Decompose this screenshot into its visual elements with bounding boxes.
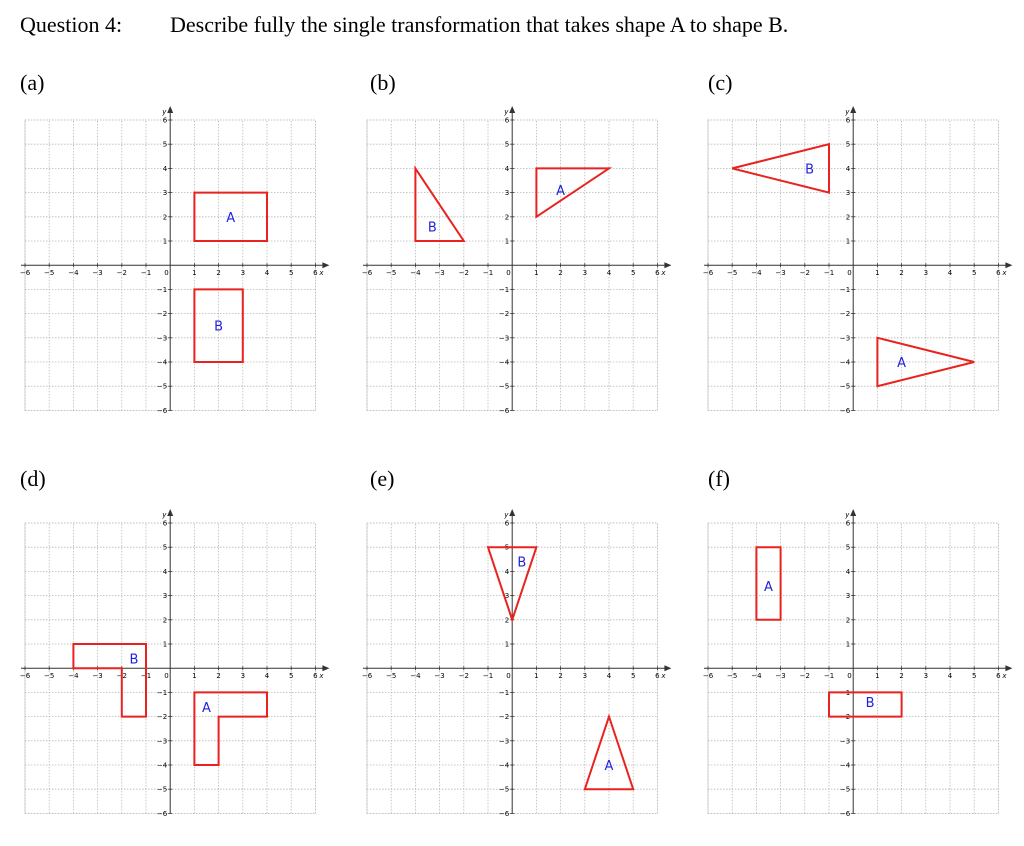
x-tick-label: 1: [874, 671, 880, 680]
x-tick-label: −2: [116, 268, 127, 277]
panel-label: (a): [20, 70, 45, 95]
shape-b-label: B: [129, 652, 139, 668]
x-tick-label: −2: [799, 268, 810, 277]
axes: [703, 106, 1013, 415]
x-tick-label: 3: [923, 671, 928, 680]
x-tick-label: 4: [606, 671, 612, 680]
tick-label-origin: 0: [846, 268, 852, 277]
coordinate-grid: [3, 501, 337, 835]
y-tick-label: −6: [156, 406, 167, 415]
x-tick-label: 1: [533, 671, 539, 680]
x-tick-label: 3: [240, 671, 245, 680]
x-tick-label: −3: [434, 671, 445, 680]
x-tick-label: −5: [385, 671, 397, 680]
y-tick-label: 3: [162, 188, 167, 197]
y-axis-label: y: [503, 107, 509, 116]
y-tick-label: 5: [504, 543, 509, 552]
x-tick-label: 6: [312, 268, 318, 277]
y-arrow-icon: [850, 509, 856, 516]
x-tick-label: −3: [434, 268, 445, 277]
x-tick-label: −5: [726, 268, 738, 277]
coordinate-grid: [686, 98, 1020, 432]
x-tick-label: 4: [606, 268, 612, 277]
x-arrow-icon: [1005, 665, 1012, 671]
panel-label: (f): [708, 466, 730, 491]
x-tick-label: 5: [288, 671, 294, 680]
x-tick-label: 1: [191, 671, 197, 680]
y-tick-label: −2: [839, 309, 850, 318]
y-tick-label: 1: [845, 237, 850, 246]
y-tick-label: 3: [162, 591, 167, 600]
x-tick-label: −4: [68, 268, 79, 277]
x-tick-label: −5: [43, 671, 55, 680]
coordinate-grid: [345, 501, 679, 835]
y-tick-label: −2: [156, 712, 167, 721]
y-tick-label: 6: [845, 116, 850, 125]
y-tick-label: −4: [839, 358, 850, 367]
y-tick-label: 6: [504, 116, 509, 125]
question-heading: [20, 12, 788, 38]
y-arrow-icon: [509, 509, 515, 516]
x-tick-label: −5: [43, 268, 55, 277]
x-axis-label: x: [319, 268, 324, 277]
x-axis-label: x: [1002, 671, 1007, 680]
y-tick-label: 3: [845, 591, 850, 600]
y-tick-label: 6: [162, 519, 167, 528]
y-tick-label: 5: [162, 543, 167, 552]
x-tick-label: 4: [947, 268, 953, 277]
shape-b-label: B: [517, 555, 527, 571]
y-arrow-icon: [850, 106, 856, 113]
y-tick-label: 3: [504, 591, 509, 600]
y-axis-label: y: [844, 107, 850, 116]
x-arrow-icon: [1005, 262, 1012, 268]
y-tick-label: 1: [162, 640, 167, 649]
x-tick-label: −2: [116, 671, 127, 680]
question-number: Question 4:: [20, 12, 123, 37]
y-tick-label: 4: [845, 164, 850, 173]
panel-label: (d): [20, 466, 46, 491]
y-tick-label: −2: [156, 309, 167, 318]
x-tick-label: 5: [288, 268, 294, 277]
y-tick-label: 4: [504, 567, 509, 576]
y-tick-label: −2: [498, 712, 509, 721]
x-tick-label: −4: [410, 671, 421, 680]
coordinate-grid: [3, 98, 337, 432]
coordinate-grid: [345, 98, 679, 432]
y-tick-label: 5: [845, 543, 850, 552]
x-tick-label: 6: [312, 671, 318, 680]
x-tick-label: 2: [558, 671, 563, 680]
x-tick-label: −2: [458, 671, 469, 680]
x-tick-label: 1: [533, 268, 539, 277]
x-axis-label: x: [1002, 268, 1007, 277]
y-axis-label: y: [161, 510, 167, 519]
y-tick-label: −6: [839, 809, 850, 818]
y-tick-label: −6: [156, 809, 167, 818]
y-tick-label: −1: [156, 688, 167, 697]
x-tick-label: 3: [240, 268, 245, 277]
x-tick-label: −3: [775, 671, 786, 680]
x-tick-label: 2: [558, 268, 563, 277]
x-tick-label: −6: [361, 268, 372, 277]
x-arrow-icon: [664, 262, 671, 268]
y-tick-label: 1: [504, 640, 509, 649]
y-tick-label: 6: [504, 519, 509, 528]
x-tick-label: −1: [140, 268, 151, 277]
y-tick-label: 2: [162, 616, 167, 625]
y-tick-label: 2: [162, 213, 167, 222]
y-tick-label: 6: [845, 519, 850, 528]
x-tick-label: −1: [823, 671, 834, 680]
y-tick-label: 2: [504, 213, 509, 222]
x-tick-label: 2: [899, 671, 904, 680]
x-axis-label: x: [661, 268, 666, 277]
x-tick-label: −4: [68, 671, 79, 680]
y-tick-label: −1: [156, 285, 167, 294]
x-tick-label: −6: [361, 671, 372, 680]
shape-b-label: B: [427, 220, 437, 236]
y-tick-label: −1: [839, 688, 850, 697]
shape-b-label: B: [804, 162, 814, 178]
shape-a-label: A: [604, 758, 614, 774]
x-tick-label: 5: [630, 671, 636, 680]
y-tick-label: 4: [845, 567, 850, 576]
x-tick-label: 2: [216, 268, 221, 277]
x-tick-label: 5: [971, 268, 977, 277]
y-arrow-icon: [167, 509, 173, 516]
y-tick-label: 5: [162, 140, 167, 149]
x-tick-label: −4: [410, 268, 421, 277]
x-tick-label: 1: [874, 268, 880, 277]
y-tick-label: −5: [498, 785, 509, 794]
y-tick-label: −1: [498, 688, 509, 697]
x-tick-label: −6: [702, 671, 713, 680]
x-tick-label: −6: [702, 268, 713, 277]
x-tick-label: 6: [995, 671, 1001, 680]
y-tick-label: −4: [156, 358, 167, 367]
x-tick-label: −2: [799, 671, 810, 680]
x-tick-label: 3: [582, 671, 587, 680]
x-tick-label: −4: [751, 268, 762, 277]
y-tick-label: 4: [162, 164, 167, 173]
axes: [703, 509, 1013, 818]
x-tick-label: 6: [654, 268, 660, 277]
tick-label-origin: 0: [163, 268, 169, 277]
shape-a-label: A: [763, 579, 773, 595]
x-tick-label: −1: [482, 268, 493, 277]
x-tick-label: 4: [947, 671, 953, 680]
y-tick-label: 6: [162, 116, 167, 125]
x-tick-label: 5: [971, 671, 977, 680]
coordinate-grid: [686, 501, 1020, 835]
y-tick-label: −6: [839, 406, 850, 415]
x-tick-label: −1: [140, 671, 151, 680]
y-tick-label: −5: [839, 785, 850, 794]
x-tick-label: −6: [19, 671, 30, 680]
x-tick-label: 1: [191, 268, 197, 277]
y-tick-label: 1: [504, 237, 509, 246]
y-tick-label: −5: [156, 785, 167, 794]
x-tick-label: −6: [19, 268, 30, 277]
y-tick-label: −5: [839, 382, 850, 391]
y-tick-label: 3: [504, 188, 509, 197]
x-tick-label: 3: [582, 268, 587, 277]
shape-a-label: A: [226, 210, 235, 226]
axes: [362, 106, 672, 415]
shape-b-label: B: [213, 319, 223, 335]
y-tick-label: 2: [504, 616, 509, 625]
tick-label-origin: 0: [163, 671, 169, 680]
question-text: Describe fully the single transformation that takes shape A to shape B.: [170, 12, 789, 37]
x-axis-label: x: [661, 671, 666, 680]
y-tick-label: 3: [845, 188, 850, 197]
x-tick-label: 2: [899, 268, 904, 277]
y-tick-label: 2: [845, 213, 850, 222]
x-tick-label: −1: [482, 671, 493, 680]
y-tick-label: −1: [839, 285, 850, 294]
y-tick-label: −6: [498, 809, 509, 818]
y-tick-label: −6: [498, 406, 509, 415]
y-tick-label: −3: [839, 737, 850, 746]
y-tick-label: −2: [839, 712, 850, 721]
x-tick-label: −2: [458, 268, 469, 277]
x-tick-label: 4: [264, 671, 270, 680]
y-tick-label: −4: [498, 761, 509, 770]
y-tick-label: −5: [156, 382, 167, 391]
axes: [20, 106, 330, 415]
shape-a-label: A: [201, 700, 211, 716]
x-tick-label: 3: [923, 268, 928, 277]
y-tick-label: −3: [156, 737, 167, 746]
panel-label: (c): [708, 70, 733, 95]
tick-label-origin: 0: [505, 671, 511, 680]
shape-b-label: B: [865, 695, 875, 711]
y-arrow-icon: [167, 106, 173, 113]
y-tick-label: −4: [498, 358, 509, 367]
panel-label: (b): [370, 70, 396, 95]
x-tick-label: −3: [775, 268, 786, 277]
y-tick-label: 1: [845, 640, 850, 649]
y-tick-label: 4: [162, 567, 167, 576]
y-tick-label: −4: [156, 761, 167, 770]
y-arrow-icon: [509, 106, 515, 113]
y-axis-label: y: [844, 510, 850, 519]
tick-label-origin: 0: [505, 268, 511, 277]
y-tick-label: 4: [504, 164, 509, 173]
x-tick-label: 5: [630, 268, 636, 277]
shape-a-label: A: [555, 183, 565, 199]
x-tick-label: −5: [726, 671, 738, 680]
y-axis-label: y: [161, 107, 167, 116]
tick-label-origin: 0: [846, 671, 852, 680]
x-arrow-icon: [322, 262, 329, 268]
y-tick-label: −3: [498, 737, 509, 746]
panel-label: (e): [370, 466, 395, 491]
x-axis-label: x: [319, 671, 324, 680]
y-tick-label: 1: [162, 237, 167, 246]
x-tick-label: −4: [751, 671, 762, 680]
y-tick-label: 5: [504, 140, 509, 149]
y-tick-label: 2: [845, 616, 850, 625]
y-tick-label: −5: [498, 382, 509, 391]
x-tick-label: −3: [92, 671, 103, 680]
x-tick-label: −5: [385, 268, 397, 277]
x-tick-label: 6: [995, 268, 1001, 277]
axes: [20, 509, 330, 818]
y-tick-label: −2: [498, 309, 509, 318]
y-tick-label: −3: [498, 334, 509, 343]
y-tick-label: −4: [839, 761, 850, 770]
x-tick-label: 4: [264, 268, 270, 277]
x-arrow-icon: [664, 665, 671, 671]
y-tick-label: −3: [156, 334, 167, 343]
y-tick-label: 5: [845, 140, 850, 149]
x-arrow-icon: [322, 665, 329, 671]
x-tick-label: −3: [92, 268, 103, 277]
shape-a-label: A: [896, 355, 906, 371]
x-tick-label: 2: [216, 671, 221, 680]
y-axis-label: y: [503, 510, 509, 519]
y-tick-label: −1: [498, 285, 509, 294]
y-tick-label: −3: [839, 334, 850, 343]
x-tick-label: 6: [654, 671, 660, 680]
x-tick-label: −1: [823, 268, 834, 277]
